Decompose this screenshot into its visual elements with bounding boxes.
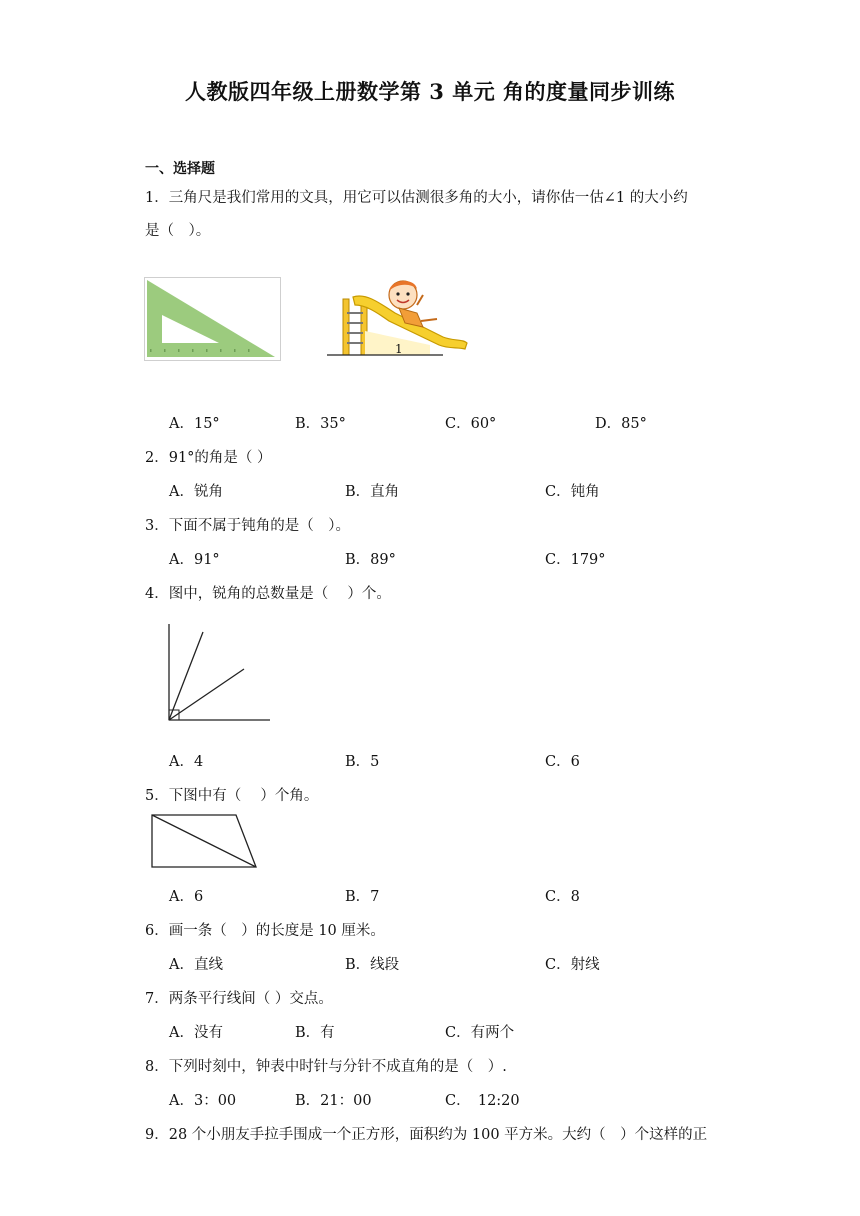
question-2-text: 2．91°的角是（ ） [145,450,272,466]
q8-option-a[interactable]: A．3：00 [169,1093,237,1109]
q1-option-c[interactable]: C．60° [445,416,497,432]
q5-option-b[interactable]: B．7 [345,889,380,905]
question-1-text-line1: 1．三角尺是我们常用的文具，用它可以估测很多角的大小，请你估一估∠1 的大小约 [145,190,688,206]
question-4-text: 4．图中，锐角的总数量是（ ）个。 [145,586,391,602]
q2-option-a[interactable]: A．锐角 [169,484,223,500]
q6-option-b[interactable]: B．线段 [345,957,400,973]
question-7-text: 7．两条平行线间（ ）交点。 [145,991,333,1007]
q3-option-b[interactable]: B．89° [345,552,396,568]
question-1-text-line2: 是（ ）。 [145,223,211,239]
question-8-text: 8．下列时刻中，钟表中时针与分针不成直角的是（ ）. [145,1059,507,1075]
angle-1-label: 1 [395,342,403,356]
q3-option-c[interactable]: C．179° [545,552,606,568]
q6-option-c[interactable]: C．射线 [545,957,600,973]
q1-option-b[interactable]: B．35° [295,416,346,432]
trapezoid-figure [150,813,260,871]
section-heading: 一、选择题 [145,161,215,177]
q3-option-a[interactable]: A．91° [169,552,220,568]
question-3-text: 3．下面不属于钝角的是（ ）。 [145,518,350,534]
page-title: 人教版四年级上册数学第 3 单元 角的度量同步训练 [184,79,676,104]
rays-angle-figure [164,622,274,722]
q4-option-c[interactable]: C．6 [545,754,580,770]
q6-option-a[interactable]: A．直线 [169,957,223,973]
q1-option-d[interactable]: D．85° [595,416,647,432]
question-5-text: 5．下图中有（ ）个角。 [145,788,319,804]
q7-option-c[interactable]: C．有两个 [445,1025,515,1041]
q5-option-c[interactable]: C．8 [545,889,580,905]
q2-option-b[interactable]: B．直角 [345,484,400,500]
q4-option-a[interactable]: A．4 [169,754,204,770]
q7-option-a[interactable]: A．没有 [169,1025,223,1041]
q8-option-b[interactable]: B．21：00 [295,1093,372,1109]
q2-option-c[interactable]: C．钝角 [545,484,600,500]
q1-option-a[interactable]: A．15° [169,416,220,432]
slide-illustration [325,275,475,370]
q4-option-b[interactable]: B．5 [345,754,380,770]
question-9-text: 9．28 个小朋友手拉手围成一个正方形，面积约为 100 平方米。大约（ ）个这样的正 [145,1127,708,1143]
triangle-ruler-image [144,277,281,361]
question-6-text: 6．画一条（ ）的长度是 10 厘米。 [145,923,385,939]
q7-option-b[interactable]: B．有 [295,1025,335,1041]
q8-option-c[interactable]: C． 12:20 [445,1093,520,1109]
q5-option-a[interactable]: A．6 [169,889,204,905]
